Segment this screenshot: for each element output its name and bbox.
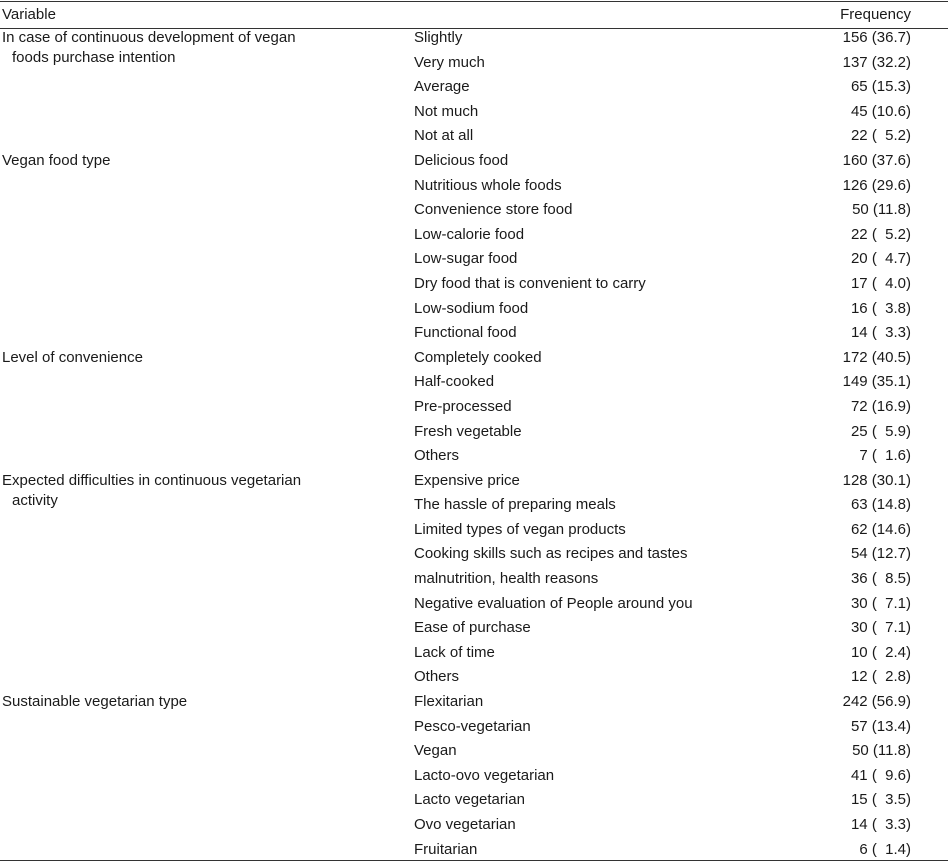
- category-label: Others: [414, 668, 460, 686]
- table-header: [0, 4, 948, 26]
- frequency-value: 14 ( 3.3): [850, 816, 911, 833]
- table-row: [0, 272, 948, 297]
- table-row: [0, 149, 948, 174]
- table-row: [0, 297, 948, 322]
- table-row: [0, 124, 948, 149]
- category-label: Half-cooked: [414, 373, 495, 391]
- category-label: Low-sodium food: [414, 299, 529, 317]
- category-label: Vegan: [414, 742, 457, 760]
- table-row: [0, 542, 948, 567]
- variable-label: Level of convenience: [2, 348, 143, 366]
- table-row: [0, 518, 948, 543]
- frequency-value: 6 ( 1.4): [859, 840, 911, 858]
- table-row: [0, 198, 948, 223]
- frequency-value: 62 (14.6): [850, 520, 911, 538]
- variable-label: Vegan food type: [2, 151, 111, 169]
- variable-label: Sustainable vegetarian type: [2, 693, 188, 711]
- table-row: [0, 592, 948, 617]
- table-row: [0, 444, 948, 469]
- frequency-value: 22 ( 5.2): [850, 225, 911, 243]
- category-label: Not at all: [414, 127, 474, 145]
- frequency-value: 16 ( 3.8): [850, 299, 911, 317]
- table-row: [0, 174, 948, 199]
- table-row: [0, 247, 948, 272]
- frequency-value: 15 ( 3.5): [850, 791, 911, 809]
- category-label: Others: [414, 447, 460, 465]
- frequency-value: 63 (14.8): [850, 496, 911, 514]
- table-row: [0, 788, 948, 813]
- category-label: Expensive price: [414, 471, 520, 489]
- category-label: The hassle of preparing meals: [414, 496, 616, 514]
- frequency-value: 65 (15.3): [850, 78, 911, 96]
- category-label: Convenience store food: [414, 201, 573, 219]
- frequency-value: 36 ( 8.5): [850, 570, 911, 588]
- table-row: [0, 838, 948, 863]
- table-body: [0, 26, 948, 862]
- category-label: Flexitarian: [414, 693, 484, 711]
- category-label: Low-sugar food: [414, 250, 518, 268]
- frequency-value: 14 ( 3.3): [850, 324, 911, 342]
- table-row: [0, 641, 948, 666]
- category-label: malnutrition, health reasons: [414, 570, 599, 588]
- table-row: [0, 764, 948, 789]
- category-label: Slightly: [414, 29, 463, 46]
- table-row: [0, 665, 948, 690]
- frequency-value: 45 (10.6): [850, 102, 911, 120]
- frequency-value: 41 ( 9.6): [850, 766, 911, 784]
- category-label: Cooking skills such as recipes and tastes: [414, 545, 688, 563]
- frequency-value: 72 (16.9): [850, 397, 911, 415]
- frequency-value: 156 (36.7): [842, 29, 911, 46]
- category-label: Not much: [414, 102, 479, 120]
- category-label: Limited types of vegan products: [414, 520, 626, 538]
- table-row: [0, 75, 948, 100]
- table-row: [0, 223, 948, 248]
- category-label: Low-calorie food: [414, 225, 525, 243]
- header-variable: Variable: [2, 6, 56, 23]
- category-label: Pre-processed: [414, 397, 512, 415]
- category-label: Nutritious whole foods: [414, 176, 562, 194]
- table-row: [0, 567, 948, 592]
- category-label: Lack of time: [414, 643, 495, 661]
- table-row: [0, 690, 948, 715]
- table-row: [0, 321, 948, 346]
- frequency-value: 30 ( 7.1): [850, 619, 911, 637]
- category-label: Lacto vegetarian: [414, 791, 525, 809]
- frequency-value: 242 (56.9): [842, 693, 911, 711]
- table-row: [0, 739, 948, 764]
- category-label: Fresh vegetable: [414, 422, 522, 440]
- table-bottom-rule: [0, 860, 948, 861]
- table-row: [0, 395, 948, 420]
- frequency-value: 20 ( 4.7): [850, 250, 911, 268]
- variable-label-continued: foods purchase intention: [12, 49, 176, 66]
- table-top-rule: [0, 1, 948, 2]
- variable-label-continued: activity: [12, 491, 58, 509]
- category-label: Ovo vegetarian: [414, 816, 516, 833]
- category-label: Completely cooked: [414, 348, 542, 366]
- frequency-value: 126 (29.6): [842, 176, 911, 194]
- category-label: Delicious food: [414, 151, 509, 169]
- category-label: Negative evaluation of People around you: [414, 594, 693, 612]
- table-row: [0, 346, 948, 371]
- frequency-value: 57 (13.4): [850, 717, 911, 735]
- frequency-value: 7 ( 1.6): [859, 447, 911, 465]
- variable-cell: [2, 690, 332, 712]
- category-label: Very much: [414, 53, 485, 71]
- frequency-value: 172 (40.5): [842, 348, 911, 366]
- category-label: Lacto-ovo vegetarian: [414, 766, 555, 784]
- table-row: [0, 616, 948, 641]
- category-label: Functional food: [414, 324, 517, 342]
- frequency-value: 12 ( 2.8): [850, 668, 911, 686]
- header-frequency: Frequency: [840, 6, 911, 23]
- frequency-value: 30 ( 7.1): [850, 594, 911, 612]
- frequency-value: 10 ( 2.4): [850, 643, 911, 661]
- frequency-value: 128 (30.1): [842, 471, 911, 489]
- frequency-value: 22 ( 5.2): [850, 127, 911, 145]
- variable-label: Expected difficulties in continuous vegetarian: [2, 471, 302, 489]
- category-label: Fruitarian: [414, 840, 478, 858]
- frequency-value: 50 (11.8): [852, 201, 911, 219]
- table-row: [0, 493, 948, 518]
- frequency-value: 25 ( 5.9): [850, 422, 911, 440]
- variable-label: In case of continuous development of vegan: [2, 29, 296, 46]
- table-row: [0, 100, 948, 125]
- variable-cell: [2, 149, 332, 171]
- frequency-value: 54 (12.7): [850, 545, 911, 563]
- category-label: Pesco-vegetarian: [414, 717, 531, 735]
- frequency-value: 160 (37.6): [842, 151, 911, 169]
- frequency-value: 17 ( 4.0): [850, 274, 911, 292]
- frequency-value: 50 (11.8): [852, 742, 911, 760]
- table-row: [0, 715, 948, 740]
- category-label: Average: [414, 78, 470, 96]
- category-label: Ease of purchase: [414, 619, 531, 637]
- table-row: [0, 51, 948, 76]
- frequency-value: 137 (32.2): [842, 53, 911, 71]
- table-row: [0, 813, 948, 838]
- frequency-value: 149 (35.1): [842, 373, 911, 391]
- category-label: Dry food that is convenient to carry: [414, 274, 646, 292]
- table-row: [0, 370, 948, 395]
- table-row: [0, 420, 948, 445]
- variable-cell: [2, 346, 332, 368]
